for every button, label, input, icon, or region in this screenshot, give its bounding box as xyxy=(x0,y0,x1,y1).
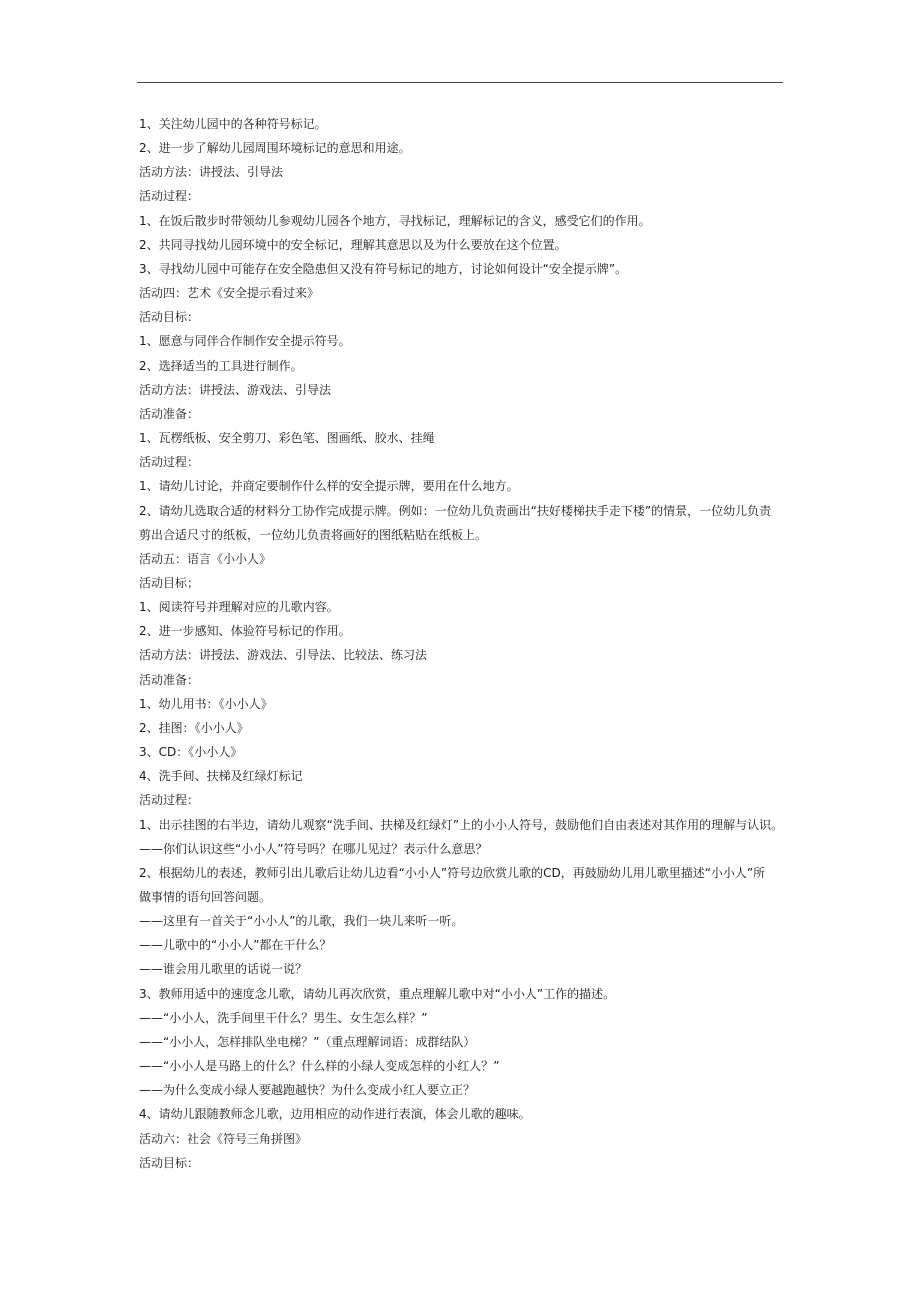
text-line: 2、根据幼儿的表述，教师引出儿歌后让幼儿边看“小小人”符号边欣赏儿歌的CD，再鼓励幼儿用儿歌里描述“小小人”所 xyxy=(139,865,766,880)
text-line: 活动目标： xyxy=(139,310,200,325)
text-line: 3、教师用适中的速度念儿歌，请幼儿再次欣赏，重点理解儿歌中对“小小人”工作的描述。 xyxy=(139,986,616,1001)
text-line: 2、共同寻找幼儿园环境中的安全标记，理解其意思以及为什么要放在这个位置。 xyxy=(139,237,567,252)
text-line: 3、CD：《小小人》 xyxy=(139,745,243,760)
document-body xyxy=(139,112,789,1175)
text-line: 活动准备： xyxy=(139,672,200,687)
text-line: 1、出示挂图的右半边，请幼儿观察“洗手间、扶梯及红绿灯”上的小小人符号，鼓励他们自由表述对其作用的理解与认识。 xyxy=(139,817,784,832)
text-line: 活动准备： xyxy=(139,406,200,421)
text-line: 2、挂图：《小小人》 xyxy=(139,720,249,735)
header-rule xyxy=(137,82,783,83)
text-line: 1、愿意与同伴合作制作安全提示符号。 xyxy=(139,334,351,349)
text-line: 2、请幼儿选取合适的材料分工协作完成提示牌。例如：一位幼儿负责画出“扶好楼梯扶手走下楼”的情景，一位幼儿负责 xyxy=(139,503,772,518)
text-line: 活动六：社会《符号三角拼图》 xyxy=(139,1131,308,1146)
text-line: 4、洗手间、扶梯及红绿灯标记 xyxy=(139,769,303,784)
text-line: 活动方法：讲授法、游戏法、引导法 xyxy=(139,382,332,397)
text-line: 1、阅读符号并理解对应的儿歌内容。 xyxy=(139,600,339,615)
text-line: 活动四：艺术《安全提示看过来》 xyxy=(139,286,320,301)
text-line: 活动目标； xyxy=(139,575,200,590)
text-line: 4、请幼儿跟随教师念儿歌，边用相应的动作进行表演，体会儿歌的趣味。 xyxy=(139,1107,531,1122)
text-line: ——为什么变成小绿人要越跑越快？为什么变成小红人要立正？ xyxy=(139,1083,476,1098)
text-line: 活动五：语言《小小人》 xyxy=(139,551,272,566)
text-line: ——这里有一首关于“小小人”的儿歌，我们一块儿来听一听。 xyxy=(139,914,464,929)
text-line: 活动过程： xyxy=(139,793,200,808)
text-line: 2、进一步感知、体验符号标记的作用。 xyxy=(139,624,351,639)
text-line: ——“小小人，洗手间里干什么？男生、女生怎么样？” xyxy=(139,1010,428,1025)
text-line: ——“小小人，怎样排队坐电梯？”（重点理解词语：成群结队） xyxy=(139,1034,476,1049)
text-line: 1、瓦楞纸板、安全剪刀、彩色笔、图画纸、胶水、挂绳 xyxy=(139,431,435,446)
text-line: 活动过程： xyxy=(139,189,200,204)
text-line: 活动方法：讲授法、引导法 xyxy=(139,165,284,180)
text-line: ——“小小人是马路上的什么？什么样的小绿人变成怎样的小红人？” xyxy=(139,1059,500,1074)
text-line: 活动目标： xyxy=(139,1155,200,1170)
text-line: 1、关注幼儿园中的各种符号标记。 xyxy=(139,117,327,131)
text-line: 1、请幼儿讨论，并商定要制作什么样的安全提示牌，要用在什么地方。 xyxy=(139,479,519,494)
text-line: 1、幼儿用书：《小小人》 xyxy=(139,696,273,711)
text-line: ——你们认识这些“小小人”符号吗？在哪儿见过？表示什么意思？ xyxy=(139,841,488,856)
text-line: 2、进一步了解幼儿园周围环境标记的意思和用途。 xyxy=(139,141,411,156)
text-line: ——儿歌中的“小小人”都在干什么？ xyxy=(139,938,332,953)
text-line: 1、在饭后散步时带领幼儿参观幼儿园各个地方，寻找标记，理解标记的含义，感受它们的作用。 xyxy=(139,213,651,228)
text-line: 2、选择适当的工具进行制作。 xyxy=(139,358,303,373)
text-line: 做事情的语句回答问题。 xyxy=(139,890,272,904)
text-line: ——谁会用儿歌里的话说一说？ xyxy=(139,962,308,977)
text-line: 活动方法：讲授法、游戏法、引导法、比较法、练习法 xyxy=(139,648,428,663)
text-line: 活动过程： xyxy=(139,455,200,470)
text-line: 剪出合适尺寸的纸板，一位幼儿负责将画好的图纸粘贴在纸板上。 xyxy=(139,527,488,542)
text-line: 3、寻找幼儿园中可能存在安全隐患但又没有符号标记的地方，讨论如何设计“安全提示牌”。 xyxy=(139,261,628,276)
